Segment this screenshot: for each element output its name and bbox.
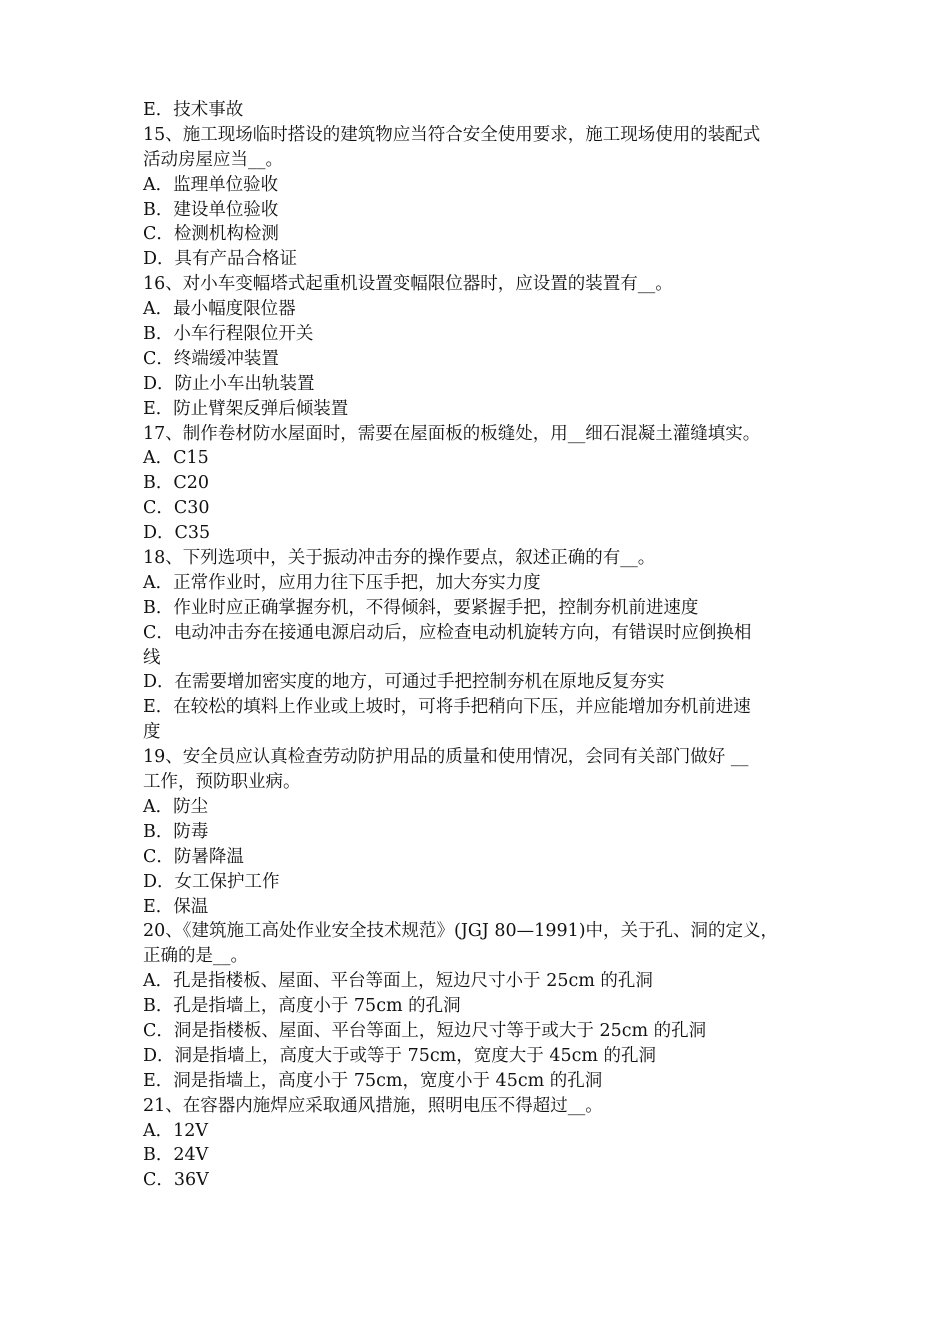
option-line: A．监理单位验收 bbox=[143, 174, 279, 195]
question-19-line-1: 19、安全员应认真检查劳动防护用品的质量和使用情况，会同有关部门做好 __ bbox=[143, 747, 749, 768]
option-line: B．C20 bbox=[143, 473, 210, 494]
option-line-continuation: 度 bbox=[143, 722, 161, 743]
option-line: D．防止小车出轨装置 bbox=[143, 373, 315, 394]
question-15-line-2: 活动房屋应当__。 bbox=[143, 149, 283, 170]
option-line: C．36V bbox=[143, 1170, 209, 1191]
option-line: C．洞是指楼板、屋面、平台等面上，短边尺寸等于或大于 25cm 的孔洞 bbox=[143, 1020, 707, 1041]
option-line: D．具有产品合格证 bbox=[143, 249, 298, 270]
exam-text-body bbox=[143, 98, 811, 1193]
option-line: D．女工保护工作 bbox=[143, 871, 280, 892]
option-line: D．在需要增加密实度的地方，可通过手把控制夯机在原地反复夯实 bbox=[143, 672, 665, 693]
option-line: E．防止臂架反弹后倾装置 bbox=[143, 398, 349, 419]
question-21-line: 21、在容器内施焊应采取通风措施，照明电压不得超过__。 bbox=[143, 1095, 603, 1116]
option-line: B．防毒 bbox=[143, 821, 209, 842]
option-line-continuation: 线 bbox=[143, 647, 161, 668]
question-19-line-2: 工作，预防职业病。 bbox=[143, 772, 301, 793]
option-line: A．孔是指楼板、屋面、平台等面上，短边尺寸小于 25cm 的孔洞 bbox=[143, 971, 653, 992]
option-line: B．小车行程限位开关 bbox=[143, 324, 314, 345]
option-line: E．保温 bbox=[143, 896, 209, 917]
option-line: E．技术事故 bbox=[143, 100, 244, 120]
option-line: E．在较松的填料上作业或上坡时，可将手把稍向下压，并应能增加夯机前进速 bbox=[143, 697, 751, 718]
option-line: B．建设单位验收 bbox=[143, 199, 279, 220]
option-line: B．孔是指墙上，高度小于 75cm 的孔洞 bbox=[143, 996, 461, 1017]
option-line: C．电动冲击夯在接通电源启动后，应检查电动机旋转方向，有错误时应倒换相 bbox=[143, 622, 752, 643]
option-line: D．C35 bbox=[143, 523, 211, 544]
option-line: A．12V bbox=[143, 1120, 209, 1141]
question-15-line-1: 15、施工现场临时搭设的建筑物应当符合安全使用要求，施工现场使用的装配式 bbox=[143, 124, 761, 145]
option-line: A．最小幅度限位器 bbox=[143, 299, 296, 320]
option-line: A．C15 bbox=[143, 448, 209, 469]
question-18-line: 18、下列选项中，关于振动冲击夯的操作要点，叙述正确的有__。 bbox=[143, 548, 656, 569]
option-line: B．24V bbox=[143, 1145, 209, 1166]
option-line: E．洞是指墙上，高度小于 75cm，宽度小于 45cm 的孔洞 bbox=[143, 1070, 603, 1091]
option-line: C．检测机构检测 bbox=[143, 224, 279, 245]
question-20-line-2: 正确的是__。 bbox=[143, 946, 248, 967]
option-line: D．洞是指墙上，高度大于或等于 75cm，宽度大于 45cm 的孔洞 bbox=[143, 1045, 657, 1066]
option-line: C．防暑降温 bbox=[143, 846, 244, 867]
option-line: C．C30 bbox=[143, 498, 210, 519]
option-line: B．作业时应正确掌握夯机，不得倾斜，要紧握手把，控制夯机前进速度 bbox=[143, 597, 699, 618]
question-16-line: 16、对小车变幅塔式起重机设置变幅限位器时，应设置的装置有__。 bbox=[143, 274, 673, 295]
question-20-line-1: 20、《建筑施工高处作业安全技术规范》(JGJ 80—1991)中，关于孔、洞的定义， bbox=[143, 921, 779, 942]
option-line: A．防尘 bbox=[143, 796, 209, 817]
option-line: C．终端缓冲装置 bbox=[143, 348, 279, 369]
question-17-line: 17、制作卷材防水屋面时，需要在屋面板的板缝处，用__细石混凝土灌缝填实。 bbox=[143, 423, 761, 444]
option-line: A．正常作业时，应用力往下压手把，加大夯实力度 bbox=[143, 572, 541, 593]
